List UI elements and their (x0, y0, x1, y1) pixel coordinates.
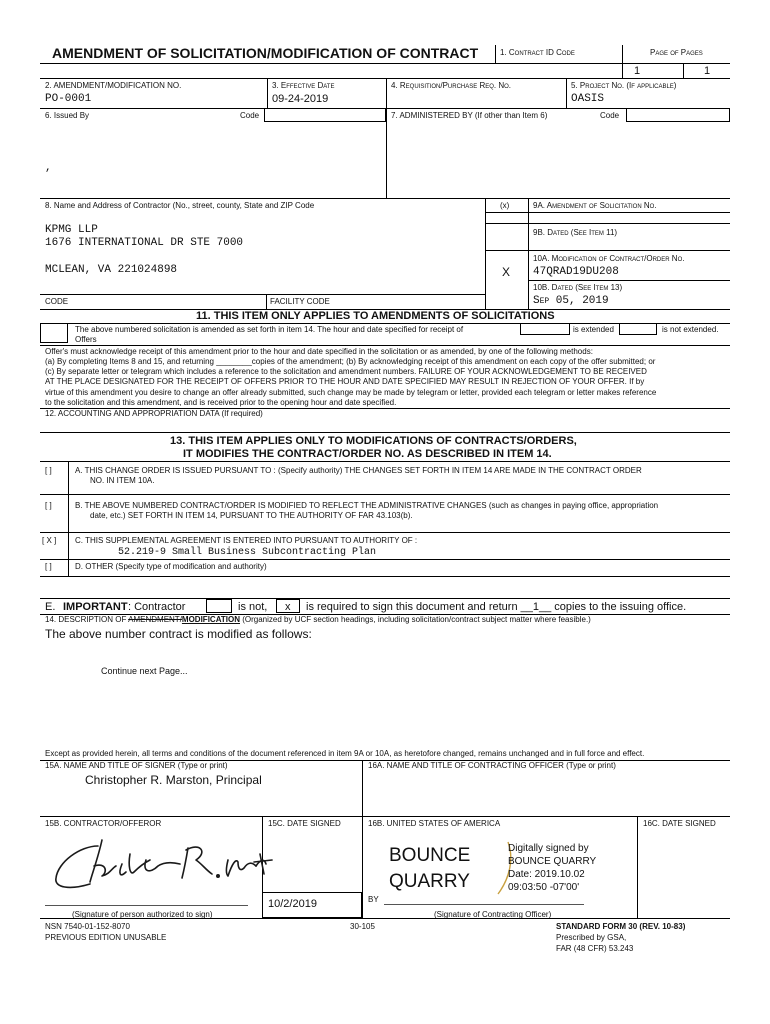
supplemental-agreement-authority[interactable]: 52.219-9 Small Business Subcontracting Plan (118, 547, 377, 558)
far-reference: FAR (48 CFR) 53.243 (556, 944, 634, 953)
contractor-city-state-zip[interactable]: MCLEAN, VA 221024898 (45, 264, 178, 276)
administered-by-code-label: Code (600, 111, 620, 120)
issued-by-code-label: Code (240, 111, 260, 120)
offers-paragraph-2: (a) By completing Items 8 and 15, and returning ________copies of the amendment; (b) By acknowledging receipt of this amendment on each copy of the offer submitted; or (45, 357, 656, 366)
previous-edition: PREVIOUS EDITION UNUSABLE (45, 933, 167, 942)
dated-10b-label: 10B. Dated (See Item 13) (533, 283, 623, 292)
x-column-label: (x) (500, 201, 510, 210)
offers-paragraph-5: virtue of this amendment you desire to change an offer already submitted, such change may be made by telegram or letter, provided each telegram or letter makes reference (45, 388, 657, 397)
dated-9b-label: 9B. Dated (See Item 11) (533, 228, 618, 237)
stamp-name-line1: BOUNCE (389, 845, 471, 866)
contract-id-code-label: 1. Contract ID Code (500, 48, 575, 57)
description-modification: MODIFICATION (181, 615, 240, 624)
effective-date-label: 3. Effective Date (272, 81, 335, 90)
page-of-pages-label: Page of Pages (650, 48, 703, 57)
description-suffix: (Organized by UCF section headings, including solicitation/contract subject matter where feasible.) (242, 615, 591, 624)
nsn-number: NSN 7540-01-152-8070 (45, 922, 130, 931)
signer-name-label: 15A. NAME AND TITLE OF SIGNER (Type or print) (45, 761, 228, 770)
admin-change-line2: date, etc.) SET FORTH IN ITEM 14, PURSUANT TO THE AUTHORITY OF FAR 43.103(b). (90, 511, 413, 520)
project-no-value[interactable]: OASIS (571, 93, 605, 105)
offers-paragraph-3: (c) By separate letter or telegram which includes a reference to the solicitation and amendment numbers. FAILURE OF YOUR ACKNOWLEDGEMENT TO BE RECEIVED (45, 367, 647, 376)
form-code: 30-105 (350, 922, 375, 931)
section-11-checkbox[interactable] (40, 323, 68, 343)
is-not-label: is not, (238, 601, 268, 613)
issued-by-value[interactable]: , (45, 162, 52, 174)
contractor-signature (50, 832, 275, 897)
offers-paragraph-4: AT THE PLACE DESIGNATED FOR THE RECEIPT OF OFFERS PRIOR TO THE HOUR AND DATE SPECIFIED MAY RESULT IN REJECTION OF YOUR OFFER. If by (45, 377, 645, 386)
is-required-label: is required to sign this document and return __1__ copies to the issuing office. (306, 601, 687, 613)
description-label (45, 615, 591, 625)
modification-contract-no-value[interactable]: 47QRAD19DU208 (533, 266, 619, 278)
section-11-line1: The above numbered solicitation is amended as set forth in item 14. The hour and date specified for receipt of (75, 325, 464, 334)
change-order-mark[interactable]: [ ] (45, 466, 52, 475)
change-order-line1: A. THIS CHANGE ORDER IS ISSUED PURSUANT TO : (Specify authority) THE CHANGES SET FORTH IN ITEM 14 ARE MADE IN THE CONTRACT ORDER (75, 466, 642, 475)
not-extended-box[interactable] (619, 323, 657, 335)
important-contractor: : Contractor (128, 601, 186, 613)
supplemental-agreement-line1: C. THIS SUPPLEMENTAL AGREEMENT IS ENTERED INTO PURSUANT TO AUTHORITY OF : (75, 536, 418, 545)
us-label: 16B. UNITED STATES OF AMERICA (368, 819, 501, 828)
section-11-title: 11. THIS ITEM ONLY APPLIES TO AMENDMENTS OF SOLICITATIONS (196, 310, 555, 322)
modification-x-mark: X (502, 265, 511, 279)
amendment-solicitation-no-label: 9A. Amendment of Solicitation No. (533, 201, 657, 210)
is-not-extended-label: is not extended. (662, 325, 719, 334)
is-not-box[interactable] (206, 599, 232, 613)
admin-change-line1: B. THE ABOVE NUMBERED CONTRACT/ORDER IS MODIFIED TO REFLECT THE ADMINISTRATIVE CHANGES (such as changes in paying office, appropriation (75, 501, 659, 510)
description-prefix: 14. DESCRIPTION OF (45, 615, 127, 624)
officer-date-label: 16C. DATE SIGNED (643, 819, 716, 828)
administered-by-label: 7. ADMINISTERED BY (If other than Item 6) (391, 111, 548, 120)
contractor-name[interactable]: KPMG LLP (45, 224, 98, 236)
issued-by-label: 6. Issued By (45, 111, 90, 120)
is-extended-label: is extended (573, 325, 614, 334)
modification-contract-no-label: 10A. Modification of Contract/Order No. (533, 254, 685, 263)
stamp-time: 09:03:50 -07'00' (508, 882, 580, 893)
contractor-offeror-label: 15B. CONTRACTOR/OFFEROR (45, 819, 162, 828)
offers-paragraph-1: Offer's must acknowledge receipt of this amendment prior to the hour and date specified in the solicitation or as amended, by one of the following methods: (45, 347, 593, 356)
stamp-digitally-signed: Digitally signed by (508, 843, 589, 854)
continue-next-page: Continue next Page... (101, 666, 188, 676)
effective-date-value[interactable]: 09-24-2019 (272, 93, 329, 105)
admin-change-mark[interactable]: [ ] (45, 501, 52, 510)
supplemental-agreement-mark[interactable]: [ X ] (42, 536, 57, 545)
amendment-no-value[interactable]: PO-0001 (45, 93, 92, 105)
officer-name-label: 16A. NAME AND TITLE OF CONTRACTING OFFICER (Type or print) (368, 761, 616, 770)
form-title: AMENDMENT OF SOLICITATION/MODIFICATION OF CONTRACT (52, 45, 479, 61)
except-statement: Except as provided herein, all terms and conditions of the document referenced in item 9A or 10A, as heretofore changed, remains unchanged and in full force and effect. (45, 749, 645, 758)
stamp-name-line2: QUARRY (389, 871, 470, 892)
contractor-date-label: 15C. DATE SIGNED (268, 819, 341, 828)
description-struck: AMENDMENT/ (128, 615, 182, 624)
prescribed-by: Prescribed by GSA, (556, 933, 627, 942)
other-line1: D. OTHER (Specify type of modification and authority) (75, 562, 267, 571)
project-no-label: 5. Project No. (If applicable) (571, 81, 677, 90)
page-number: 1 (634, 65, 641, 77)
stamp-signer: BOUNCE QUARRY (508, 856, 597, 867)
section-13-title-1: 13. THIS ITEM APPLIES ONLY TO MODIFICATIONS OF CONTRACTS/ORDERS, (170, 435, 577, 447)
by-label: BY (368, 895, 379, 904)
stamp-date: Date: 2019.10.02 (508, 869, 585, 880)
code-label: CODE (45, 297, 69, 306)
important-e-label: E. (45, 601, 56, 613)
dated-10b-value[interactable]: Sep 05, 2019 (533, 295, 609, 307)
accounting-data-label: 12. ACCOUNTING AND APPROPRIATION DATA (If required) (45, 409, 263, 418)
change-order-line2: NO. IN ITEM 10A. (90, 476, 155, 485)
is-required-mark: x (285, 601, 291, 613)
pages-total: 1 (704, 65, 711, 77)
officer-caption: (Signature of Contracting Officer) (434, 910, 552, 919)
amendment-no-label: 2. AMENDMENT/MODIFICATION NO. (45, 81, 182, 90)
description-text[interactable]: The above number contract is modified as follows: (45, 627, 312, 641)
extended-box[interactable] (520, 323, 570, 335)
signer-caption: (Signature of person authorized to sign) (72, 910, 213, 919)
important-label: IMPORTANT (63, 601, 128, 613)
signer-name-value[interactable]: Christopher R. Marston, Principal (85, 773, 262, 787)
requisition-no-label: 4. Requisition/Purchase Req. No. (391, 81, 512, 90)
contractor-date-signed[interactable]: 10/2/2019 (268, 898, 317, 910)
offers-paragraph-6: to the solicitation and this amendment, and is received prior to the opening hour and date specified. (45, 398, 397, 407)
contractor-address-label: 8. Name and Address of Contractor (No., street, county, State and ZIP Code (45, 201, 315, 210)
section-13-title-2: IT MODIFIES THE CONTRACT/ORDER NO. AS DESCRIBED IN ITEM 14. (183, 448, 552, 460)
section-11-offers: Offers (75, 335, 97, 344)
contractor-street[interactable]: 1676 INTERNATIONAL DR STE 7000 (45, 237, 244, 249)
standard-form-label: STANDARD FORM 30 (REV. 10-83) (556, 922, 686, 931)
facility-code-label: FACILITY CODE (270, 297, 330, 306)
other-mark[interactable]: [ ] (45, 562, 52, 571)
